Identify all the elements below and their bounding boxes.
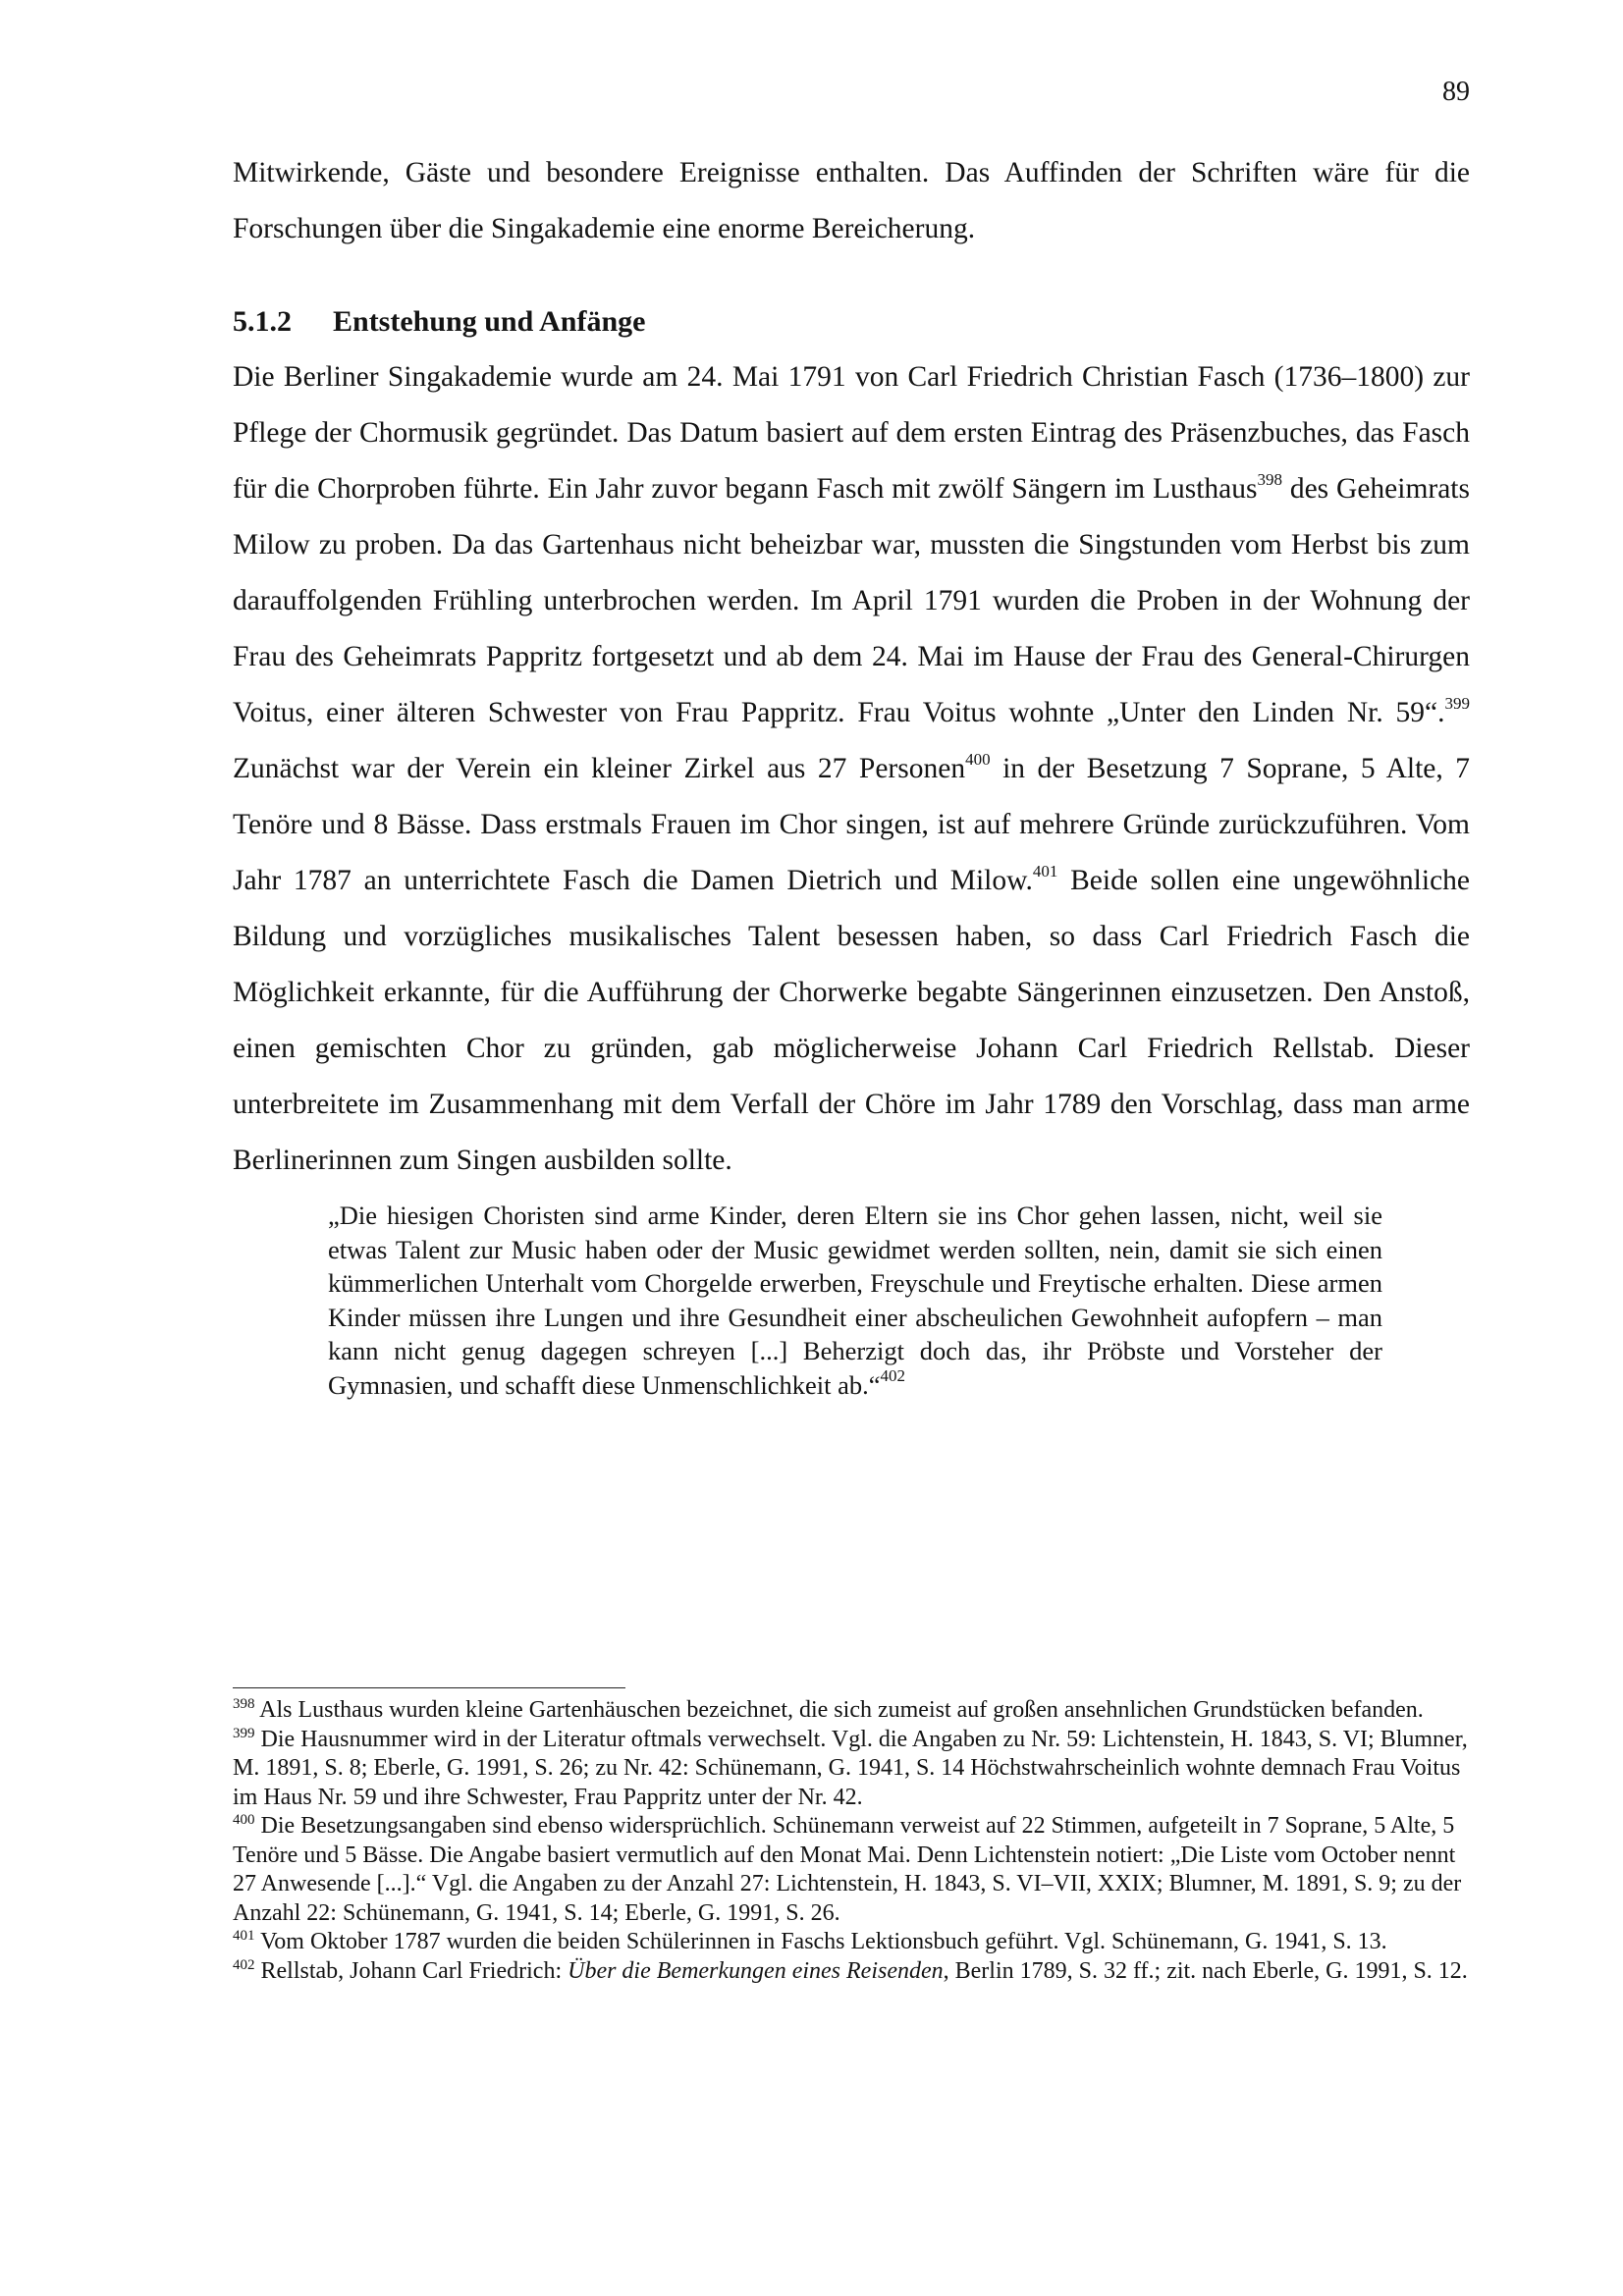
footnote-ref[interactable]: 399 (1444, 694, 1470, 713)
body-paragraph (233, 349, 1470, 1189)
footnote-400 (233, 1812, 1470, 1928)
footnote-number: 401 (233, 1928, 255, 1944)
quote-text: „Die hiesigen Choristen sind arme Kinder, deren Eltern sie ins Chor gehen lassen, nicht, weil sie etwas Talent zur Music haben oder der Music gewidmet werden sollten, nein, damit sie sich einen kümmerlichen Unterhalt vom Chorgelde erwerben, Freyschule und Freytische erhalten. Diese armen Kinder müssen ihre Lungen und ihre Gesundheit einer abscheulichen Gewohnheit aufopfern – man kann nicht genug dagegen schreyen [...] Beherzigt doch das, ihr Pröbste und Vorsteher der Gymnasien, und schafft diese Unmenschlichkeit ab.“ (328, 1201, 1382, 1400)
footnote-book-title: Über die Bemerkungen eines Reisenden (568, 1957, 944, 1984)
footnote-ref[interactable]: 402 (880, 1365, 905, 1385)
body-text: Zunächst war der Verein ein kleiner Zirkel aus 27 Personen (233, 753, 966, 784)
page-number: 89 (1442, 77, 1470, 107)
body-text: Die Berliner Singakademie wurde am 24. Mai 1791 von Carl Friedrich Christian Fasch (1736–1800) zur Pflege der Chormusik gegründet. Das Datum basiert auf dem ersten Eintrag des Präsenzbuches, das Fasch für die Chorproben führte. Ein Jahr zuvor begann Fasch mit zwölf Sängern im Lusthaus (233, 361, 1470, 505)
footnote-number: 400 (233, 1812, 255, 1828)
footnote-text: , Berlin 1789, S. 32 ff.; zit. nach Eberle, G. 1991, S. 12. (943, 1957, 1468, 1984)
footnote-401 (233, 1928, 1470, 1957)
body-text: in der Besetzung 7 Soprane, 5 Alte, 7 Tenöre und 8 Bässe. Dass erstmals Frauen im Chor singen, ist auf mehrere Gründe zurückzuführen. Vom Jahr 1787 an unterrichtete Fasch die Damen Dietrich und Milow. (233, 753, 1470, 896)
section-heading (233, 294, 1470, 349)
footnote-text: Rellstab, Johann Carl Friedrich: (254, 1957, 568, 1984)
footnote-text: Die Hausnummer wird in der Literatur oftmals verwechselt. Vgl. die Angaben zu Nr. 59: Lichtenstein, H. 1843, S. VI; Blumner, M. 1891, S. 8; Eberle, G. 1991, S. 26; zu Nr. 42: Schünemann, G. 1941, S. 14 Höchstwahrscheinlich wohnte demnach Frau Voitus im Haus Nr. 59 und ihre Schwester, Frau Pappritz unter der Nr. 42. (233, 1726, 1468, 1810)
footnote-divider (233, 1687, 625, 1688)
footnote-text: Vom Oktober 1787 wurden die beiden Schülerinnen in Faschs Lektionsbuch geführt. Vgl. Schünemann, G. 1941, S. 13. (254, 1929, 1387, 1954)
section-number: 5.1.2 (233, 305, 292, 338)
main-text (233, 145, 1470, 1402)
footnote-ref[interactable]: 400 (965, 750, 991, 769)
footnote-402 (233, 1957, 1470, 1987)
block-quote (328, 1199, 1382, 1402)
footnote-number: 399 (233, 1725, 255, 1741)
footnote-ref[interactable]: 398 (1257, 470, 1282, 489)
footnotes (233, 1696, 1470, 1986)
footnote-number: 402 (233, 1956, 255, 1973)
body-text: Beide sollen eine ungewöhnliche Bildung und vorzügliches musikalisches Talent besessen haben, so dass Carl Friedrich Fasch die Möglichkeit erkannte, für die Aufführung der Chorwerke begabte Sängerinnen einzusetzen. Den Anstoß, einen gemischten Chor zu gründen, gab möglicherweise Johann Carl Friedrich Rellstab. Dieser unterbreitete im Zusammenhang mit dem Verfall der Chöre im Jahr 1789 den Vorschlag, dass man arme Berlinerinnen zum Singen ausbilden sollte. (233, 865, 1471, 1176)
footnote-ref[interactable]: 401 (1032, 862, 1058, 881)
footnote-399 (233, 1726, 1470, 1813)
section-title: Entstehung und Anfänge (333, 305, 646, 338)
footnote-number: 398 (233, 1696, 255, 1712)
body-text: des Geheimrats Milow zu proben. Da das Gartenhaus nicht beheizbar war, mussten die Singstunden vom Herbst bis zum darauffolgenden Frühling unterbrochen werden. Im April 1791 wurden die Proben in der Wohnung der Frau des Geheimrats Pappritz fortgesetzt und ab dem 24. Mai im Hause der Frau des General-Chirurgen Voitus, einer älteren Schwester von Frau Pappritz. Frau Voitus wohnte „Unter den Linden Nr. 59“. (233, 473, 1470, 728)
footnote-text: Die Besetzungsangaben sind ebenso widersprüchlich. Schünemann verweist auf 22 Stimmen, aufgeteilt in 7 Soprane, 5 Alte, 5 Tenöre und 5 Bässe. Die Angabe basiert vermutlich auf den Monat Mai. Denn Lichtenstein notiert: „Die Liste vom October nennt 27 Anwesende [...].“ Vgl. die Angaben zu der Anzahl 27: Lichtenstein, H. 1843, S. VI–VII, XXIX; Blumner, M. 1891, S. 9; zu der Anzahl 22: Schünemann, G. 1941, S. 14; Eberle, G. 1991, S. 26. (233, 1813, 1462, 1926)
footnote-text: Als Lusthaus wurden kleine Gartenhäuschen bezeichnet, die sich zumeist auf großen ansehnlichen Grundstücken befanden. (254, 1697, 1424, 1723)
intro-paragraph: Mitwirkende, Gäste und besondere Ereignisse enthalten. Das Auffinden der Schriften wäre für die Forschungen über die Singakademie eine enorme Bereicherung. (233, 157, 1470, 244)
footnote-398 (233, 1696, 1470, 1726)
